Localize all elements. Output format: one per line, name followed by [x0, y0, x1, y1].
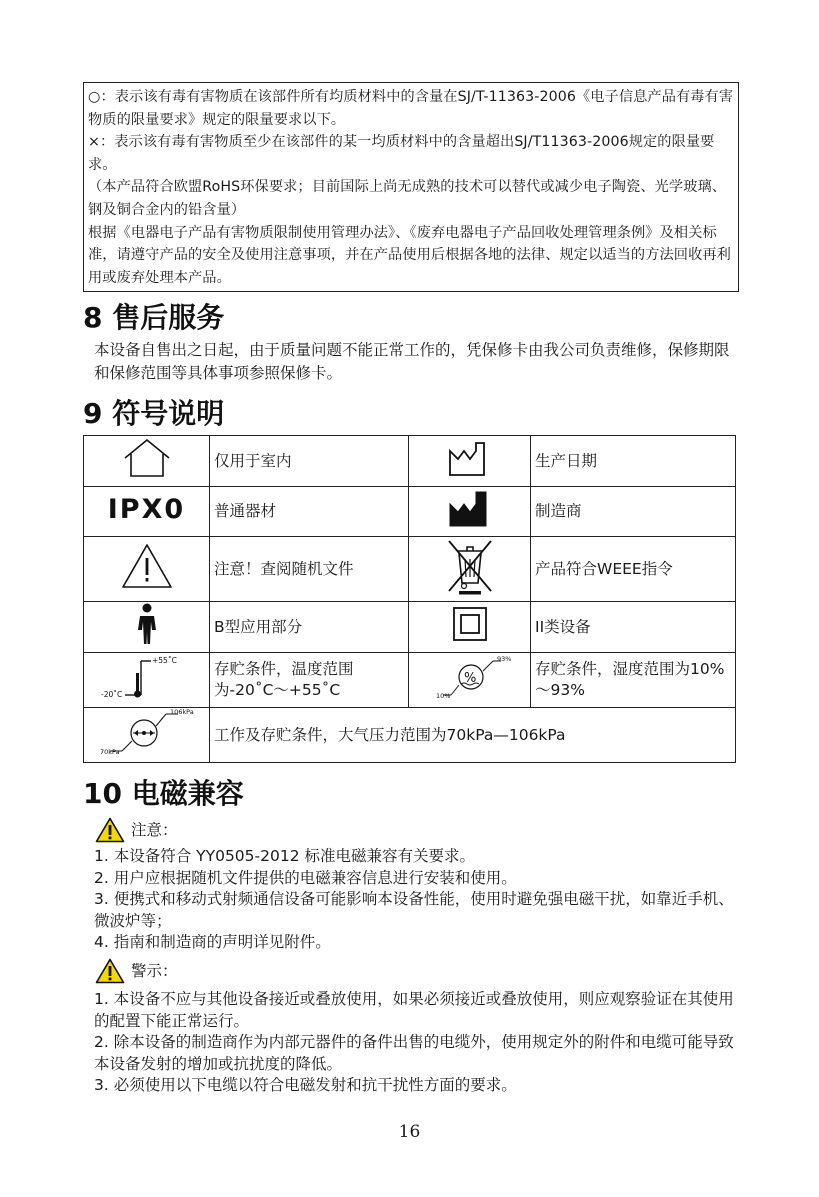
table-row — [84, 436, 736, 487]
humidity-icon — [409, 653, 531, 708]
manufacture-date-icon — [409, 436, 531, 487]
page-number: 16 — [398, 1122, 421, 1142]
symbol-desc: 存贮条件，温度范围为-20˚C～+55˚C — [210, 653, 409, 708]
notice-line: ×：表示该有毒有害物质至少在该部件的某一均质材料中的含量超出SJ/T11363-2006规定的限量要求。 — [88, 134, 715, 173]
table-row — [84, 602, 736, 653]
symbol-desc: 注意！查阅随机文件 — [210, 537, 409, 602]
symbol-desc: 存贮条件，湿度范围为10%～93% — [531, 653, 736, 708]
class-ii-square-icon — [409, 602, 531, 653]
list-item: 3. 必须使用以下电缆以符合电磁发射和抗干扰性方面的要求。 — [94, 1076, 517, 1095]
emc-notes-list — [94, 846, 744, 954]
notice-line: 根据《电器电子产品有害物质限制使用管理办法》、《废弃电器电子产品回收处理管理条例》及相关标准，请遵守产品的安全及使用注意事项，并在产品使用后根据各地的法律、规定以适当的方法回收再利用或废弃处理本产品。 — [88, 224, 731, 286]
symbol-table — [83, 435, 736, 763]
list-item: 4. 指南和制造商的声明详见附件。 — [94, 933, 331, 952]
warning-triangle-icon — [95, 817, 125, 843]
weee-bin-icon — [409, 537, 531, 602]
table-row — [84, 487, 736, 537]
table-row — [84, 708, 736, 763]
list-item: 2. 除本设备的制造商作为内部元器件的备件出售的电缆外，使用规定外的附件和电缆可能导致本设备发射的增加或抗扰度的降低。 — [94, 1033, 734, 1073]
type-b-person-icon — [84, 602, 210, 653]
thermometer-icon — [84, 653, 210, 708]
symbol-desc: 制造商 — [531, 487, 736, 537]
symbol-desc: B型应用部分 — [210, 602, 409, 653]
list-item: 3. 便携式和移动式射频通信设备可能影响本设备性能，使用时避免强电磁干扰，如靠近手机、微波炉等； — [94, 890, 734, 930]
emc-note-heading — [95, 817, 178, 843]
pressure-low-label: 70kPa — [99, 748, 120, 756]
symbol-desc: 仅用于室内 — [210, 436, 409, 487]
section-8-title: 8 售后服务 — [83, 301, 225, 334]
symbol-desc: 工作及存贮条件，大气压力范围为70kPa—106kPa — [210, 708, 736, 763]
temp-low-label: -20˚C — [100, 690, 122, 699]
symbol-desc: 普通器材 — [210, 487, 409, 537]
manufacturer-icon — [409, 487, 531, 537]
humidity-low-label: 10% — [435, 692, 450, 700]
warning-label: 警示： — [131, 962, 178, 980]
pressure-high-label: 106kPa — [169, 708, 194, 716]
symbol-desc: II类设备 — [531, 602, 736, 653]
house-icon — [84, 436, 210, 487]
symbol-desc: 生产日期 — [531, 436, 736, 487]
humidity-high-label: 93% — [496, 655, 511, 663]
notice-line: （本产品符合欧盟RoHS环保要求；目前国际上尚无成熟的技术可以替代或减少电子陶瓷、光学玻璃、钢及铜合金内的铅含量） — [88, 179, 727, 218]
emc-warnings-list — [94, 989, 744, 1097]
warning-triangle-icon — [84, 537, 210, 602]
ipx0-symbol — [84, 487, 210, 537]
list-item: 2. 用户应根据随机文件提供的电磁兼容信息进行安装和使用。 — [94, 868, 517, 887]
symbol-desc: 产品符合WEEE指令 — [531, 537, 736, 602]
temp-high-label: +55˚C — [151, 656, 177, 665]
section-9-title: 9 符号说明 — [83, 397, 225, 430]
emc-warning-heading — [95, 958, 178, 984]
svg-text:%: % — [463, 671, 476, 686]
list-item: 1. 本设备符合 YY0505-2012 标准电磁兼容有关要求。 — [94, 847, 475, 865]
table-row — [84, 537, 736, 602]
pressure-icon — [84, 708, 210, 763]
note-label: 注意： — [131, 821, 178, 839]
warning-triangle-icon — [95, 958, 125, 984]
section-8-body: 本设备自售出之日起，由于质量问题不能正常工作的，凭保修卡由我公司负责维修，保修期限和保修范围等具体事项参照保修卡。 — [94, 341, 730, 382]
ipx0-label: IPX0 — [107, 494, 186, 525]
list-item: 1. 本设备不应与其他设备接近或叠放使用，如果必须接近或叠放使用，则应观察验证在其使用的配置下能正常运行。 — [94, 990, 734, 1030]
hazardous-substance-notice — [83, 82, 739, 292]
table-row — [84, 653, 736, 708]
section-10-title: 10 电磁兼容 — [83, 777, 244, 810]
notice-line: ○：表示该有毒有害物质在该部件所有均质材料中的含量在SJ/T-11363-2006《电子信息产品有毒有害物质的限量要求》规定的限量要求以下。 — [88, 89, 734, 128]
